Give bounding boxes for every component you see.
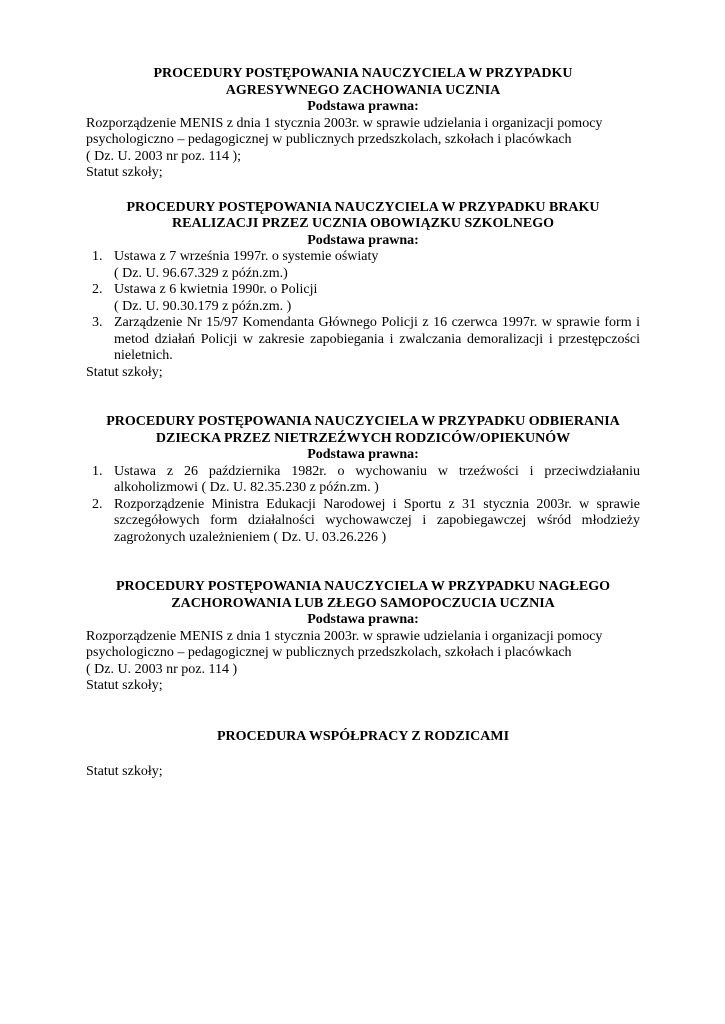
- section-heading: [86, 579, 640, 612]
- legal-basis-label: Podstawa prawna:: [307, 447, 419, 462]
- list-number: 1.: [92, 463, 103, 479]
- section-parent-cooperation: [86, 729, 640, 781]
- legal-basis-list: [86, 464, 640, 547]
- legal-basis-label: Podstawa prawna:: [307, 612, 419, 627]
- list-item: [92, 282, 640, 315]
- item-text: Ustawa z 26 października 1982r. o wychowaniu w trzeźwości i przeciwdziałaniu alkoholizmowi ( Dz. U. 82.35.230 z późn.zm. ): [114, 463, 640, 495]
- text-line: psychologiczno – pedagogicznej w publicznych przedszkolach, szkołach i placówkach: [86, 645, 572, 660]
- statute-line: Statut szkoły;: [86, 364, 163, 380]
- heading-line: PROCEDURY POSTĘPOWANIA NAUCZYCIELA W PRZYPADKU ODBIERANIA: [106, 414, 620, 429]
- item-line: Ustawa z 6 kwietnia 1990r. o Policji: [114, 282, 318, 297]
- heading-line: DZIECKA PRZEZ NIETRZEŹWYCH RODZICÓW/OPIEKUNÓW: [155, 430, 571, 446]
- document-body: [86, 66, 640, 781]
- item-line: ( Dz. U. 96.67.329 z późn.zm.): [114, 265, 288, 281]
- text-line: ( Dz. U. 2003 nr poz. 114 ): [86, 661, 238, 677]
- section-sudden-illness: [86, 579, 640, 695]
- legal-basis-list: [86, 249, 640, 365]
- section-aggressive-behavior: [86, 66, 640, 182]
- heading-line: PROCEDURA WSPÓŁPRACY Z RODZICAMI: [216, 728, 510, 744]
- section-school-obligation: [86, 200, 640, 382]
- item-text: Rozporządzenie Ministra Edukacji Narodowej i Sportu z 31 stycznia 2003r. w sprawie szczegółowych form działalności wychowawczej i zapobiegawczej wśród młodzieży zagrożonych uzależnieniem ( Dz. U. 03.26.226 ): [114, 496, 640, 545]
- heading-line: PROCEDURY POSTĘPOWANIA NAUCZYCIELA W PRZYPADKU: [153, 66, 573, 81]
- section-heading: [86, 414, 640, 447]
- legal-basis-label: Podstawa prawna:: [307, 99, 419, 114]
- text-line: ( Dz. U. 2003 nr poz. 114 );: [86, 148, 242, 164]
- list-item: [92, 496, 640, 547]
- heading-line: ZACHOROWANIA LUB ZŁEGO SAMOPOCZUCIA UCZNIA: [171, 595, 555, 611]
- list-number: 1.: [92, 249, 103, 264]
- section-intoxicated-parents: [86, 414, 640, 546]
- list-number: 2.: [92, 496, 103, 512]
- list-item: [92, 249, 640, 282]
- list-item: [92, 463, 640, 497]
- list-item: [92, 315, 640, 365]
- item-text: Zarządzenie Nr 15/97 Komendanta Głównego Policji z 16 czerwca 1997r. w sprawie form i metod działań Policji w zakresie zapobiegania i zwalczania demoralizacji i przestępczości nieletnich.: [114, 315, 640, 363]
- list-number: 3.: [92, 315, 103, 330]
- item-line: Ustawa z 7 września 1997r. o systemie oświaty: [114, 249, 379, 264]
- statute-line: Statut szkoły;: [86, 678, 163, 693]
- list-number: 2.: [92, 282, 103, 297]
- item-line: ( Dz. U. 90.30.179 z późn.zm. ): [114, 298, 292, 314]
- text-line: psychologiczno – pedagogicznej w publicznych przedszkolach, szkołach i placówkach: [86, 132, 572, 147]
- heading-line: PROCEDURY POSTĘPOWANIA NAUCZYCIELA W PRZYPADKU NAGŁEGO: [115, 579, 611, 594]
- statute-line: Statut szkoły;: [86, 764, 163, 779]
- heading-line: AGRESYWNEGO ZACHOWANIA UCZNIA: [225, 82, 501, 98]
- section-heading: [86, 729, 640, 746]
- text-line: Rozporządzenie MENIS z dnia 1 stycznia 2003r. w sprawie udzielania i organizacji pomocy: [86, 115, 603, 131]
- heading-line: REALIZACJI PRZEZ UCZNIA OBOWIĄZKU SZKOLNEGO: [172, 216, 554, 231]
- text-line: Rozporządzenie MENIS z dnia 1 stycznia 2003r. w sprawie udzielania i organizacji pomocy: [86, 628, 603, 644]
- statute-line: Statut szkoły;: [86, 165, 163, 180]
- section-heading: [86, 200, 640, 233]
- legal-basis-text: [86, 116, 640, 166]
- legal-basis-label: Podstawa prawna:: [307, 232, 419, 248]
- heading-line: PROCEDURY POSTĘPOWANIA NAUCZYCIELA W PRZYPADKU BRAKU: [126, 199, 600, 215]
- legal-basis-text: [86, 629, 640, 679]
- section-heading: [86, 66, 640, 99]
